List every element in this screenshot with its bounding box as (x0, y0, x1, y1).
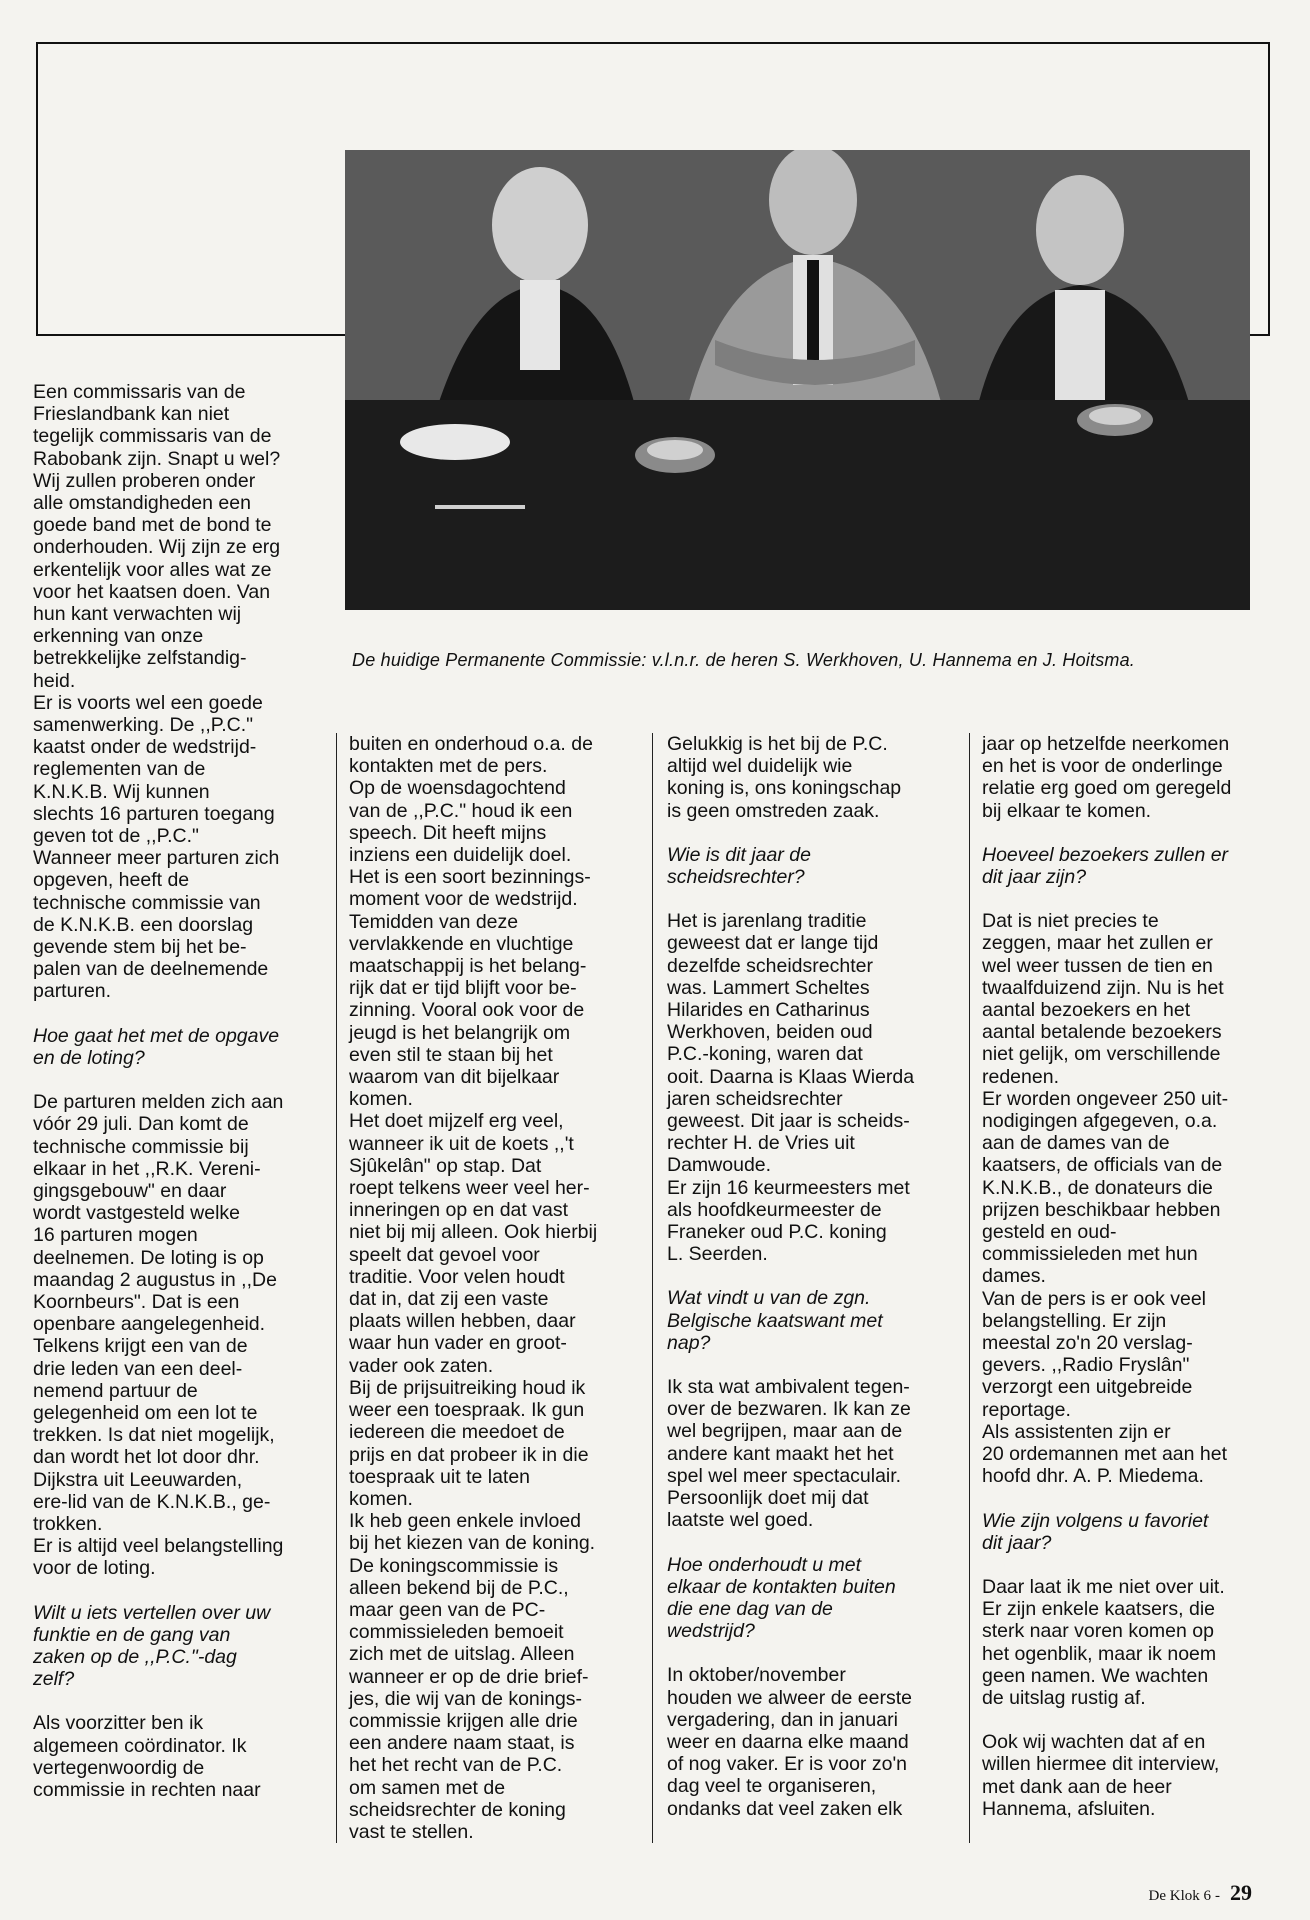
paragraph: In oktober/november houden we alweer de eerste vergadering, dan in januari weer en daarna elke maand of nog vaker. Er is voor zo'n dag veel te organiseren, ondanks dat veel zaken elk (667, 1664, 912, 1820)
column-divider (652, 733, 653, 1843)
interview-question: Hoe gaat het met de opgave en de loting? (33, 1024, 280, 1069)
interview-question: Wat vindt u van de zgn. Belgische kaatswant met nap? (667, 1287, 883, 1354)
page-footer (1149, 1880, 1253, 1906)
paragraph: De parturen melden zich aan vóór 29 juli. Dan komt de technische commissie bij elkaar in het ,,R.K. Vereni- gingsgebouw" en daar wordt vastgesteld welke 16 parturen mogen deelnemen. De loting is op maandag 2 augustus in ,,De Koornbeurs". Dat is een openbare aangelegenheid. Telkens krijgt een van de drie leden van een deel- nemend partuur de gelegenheid om een lot te trekken. Is dat niet mogelijk, dan wordt het lot door dhr. Dijkstra uit Leeuwarden, ere-lid van de K.N.K.B., ge- trokken. Er is altijd veel belangstelling voor de loting. (33, 1091, 284, 1580)
group-photo (345, 150, 1250, 610)
paragraph: Als voorzitter ben ik algemeen coördinator. Ik vertegenwoordig de commissie in rechten naar (33, 1712, 261, 1801)
closing-paragraph: Ook wij wachten dat af en willen hiermee dit interview, met dank aan de heer Hannema, afsluiten. (982, 1731, 1220, 1820)
interview-question: Wie is dit jaar de scheidsrechter? (667, 843, 811, 889)
article-column-3 (667, 733, 967, 1820)
paragraph: Het is jarenlang traditie geweest dat er lange tijd dezelfde scheidsrechter was. Lammert Scheltes Hilarides en Catharinus Werkhoven, beiden oud P.C.-koning, waren dat ooit. Daarna is Klaas Wierda jaren scheidsrechter geweest. Dit jaar is scheids- rechter H. de Vries uit Damwoude. Er zijn 16 keurmeesters met als hoofdkeurmeester de Franeker oud P.C. koning L. Seerden. (667, 910, 915, 1266)
interview-question: Hoeveel bezoekers zullen er dit jaar zijn? (982, 843, 1229, 889)
article-column-4 (982, 733, 1282, 1820)
paragraph: Dat is niet precies te zeggen, maar het zullen er wel weer tussen de tien en twaalfduizend zijn. Nu is het aantal bezoekers en het aantal betalende bezoekers niet gelijk, om verschillende redenen. Er worden ongeveer 250 uit- nodigingen afgegeven, o.a. aan de dames van de kaatsers, de officials van de K.N.K.B., de donateurs die prijzen beschikbaar hebben gesteld en oud- commissieleden met hun dames. Van de pers is er ook veel belangstelling. Er zijn meestal zo'n 20 verslag- gevers. ,,Radio Fryslân" verzorgt een uitgebreide reportage. Als assistenten zijn er 20 ordemannen met aan het hoofd dhr. A. P. Miedema. (982, 910, 1229, 1488)
interview-question: Hoe onderhoudt u met elkaar de kontakten buiten die ene dag van de wedstrijd? (667, 1553, 896, 1643)
column-divider (969, 733, 970, 1843)
paragraph: Daar laat ik me niet over uit. Er zijn enkele kaatsers, die sterk naar voren komen op het ogenblik, maar ik noem geen namen. We wachten de uitslag rustig af. (982, 1575, 1225, 1709)
paragraph: Een commissaris van de Frieslandbank kan niet tegelijk commissaris van de Rabobank zijn. Snapt u wel? Wij zullen proberen onder alle omstandigheden een goede band met de bond te onderhouden. Wij zijn ze erg erkentelijk voor alles wat ze voor het kaatsen doen. Van hun kant verwachten wij erkenning van onze betrekkelijke zelfstandig- heid. Er is voorts wel een goede samenwerking. De ,,P.C." kaatst onder de wedstrijd- reglementen van de K.N.K.B. Wij kunnen slechts 16 parturen toegang geven tot de ,,P.C." Wanneer meer parturen zich opgeven, heeft de technische commissie van de K.N.K.B. een doorslag gevende stem bij het be- palen van de deelnemende parturen. (33, 381, 281, 1003)
page-number: 29 (1230, 1880, 1252, 1905)
paragraph: buiten en onderhoud o.a. de kontakten met de pers. Op de woensdagochtend van de ,,P.C." houd ik een speech. Dit heeft mijns inziens een duidelijk doel. Het is een soort bezinnings- moment voor de wedstrijd. Temidden van deze vervlakkende en vluchtige maatschappij is het belang- rijk dat er tijd blijft voor be- zinning. Vooral ook voor de jeugd is het belangrijk om even stil te staan bij het waarom van dit bijelkaar komen. Het doet mijzelf erg veel, wanneer ik uit de koets ,,'t Sjûkelân" op stap. Dat roept telkens weer veel her- inneringen op en dat vast niet bij mij alleen. Ook hierbij speelt dat gevoel voor traditie. Voor velen houdt dat in, dat zij een vaste plaats willen hebben, daar waar hun vader en groot- vader ook zaten. Bij de prijsuitreiking houd ik weer een toespraak. Ik gun iedereen die meedoet de prijs en dat probeer ik in die toespraak uit te laten komen. Ik heb geen enkele invloed bij het kiezen van de koning. De koningscommissie is alleen bekend bij de P.C., maar geen van de PC- commissieleden bemoeit zich met de uitslag. Alleen wanneer er op de drie brief- jes, die wij van de konings- commissie krijgen alle drie een andere naam staat, is het het recht van de P.C. om samen met de scheidsrechter de koning vast te stellen. (349, 733, 598, 1843)
paragraph: Gelukkig is het bij de P.C. altijd wel duidelijk wie koning is, ons koningschap is geen omstreden zaak. (667, 733, 902, 822)
photo-caption: De huidige Permanente Commissie: v.l.n.r. de heren S. Werkhoven, U. Hannema en J. Hoitsma. (352, 650, 1136, 670)
article-column-2 (349, 733, 649, 1843)
interview-question: Wilt u iets vertellen over uw funktie en de gang van zaken op de ,,P.C."-dag zelf? (33, 1601, 271, 1691)
interview-question: Wie zijn volgens u favoriet dit jaar? (982, 1509, 1209, 1554)
magazine-name: De Klok 6 (1148, 1888, 1211, 1904)
paragraph: Ik sta wat ambivalent tegen- over de bezwaren. Ik kan ze wel begrijpen, maar aan de andere kant maakt het het spel wel meer spectaculair. Persoonlijk doet mij dat laatste wel goed. (667, 1376, 911, 1532)
paragraph: jaar op hetzelfde neerkomen en het is voor de onderlinge relatie erg goed om geregeld bij elkaar te komen. (982, 733, 1232, 822)
article-column-1 (33, 381, 333, 1801)
column-divider (336, 733, 337, 1843)
footer-separator: - (1215, 1888, 1220, 1904)
